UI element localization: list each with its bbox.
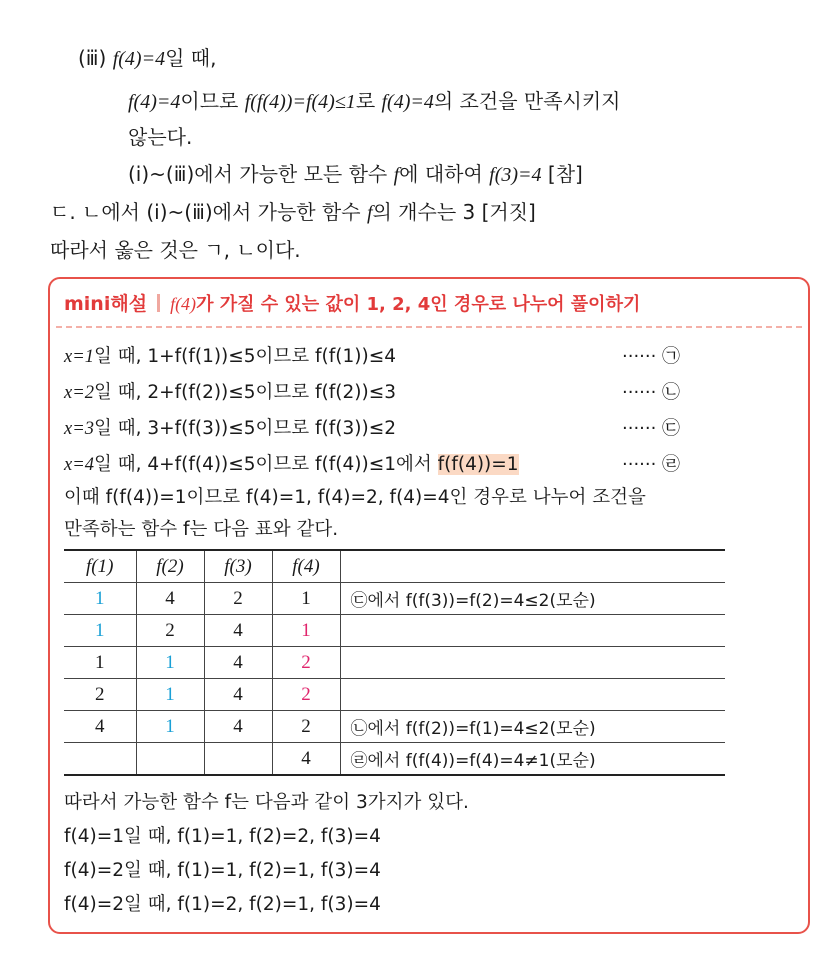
title-f4: f(4)	[170, 294, 197, 314]
cell: 4	[204, 615, 272, 647]
table-row	[64, 583, 725, 615]
case-iii-heading	[78, 44, 216, 73]
cond-x: x=1	[64, 347, 94, 367]
statement-c-result	[50, 198, 536, 227]
condition-row	[64, 451, 519, 479]
cell: 2	[64, 679, 136, 711]
dashed-divider	[56, 326, 802, 328]
eq-f4-b: f(4)=4	[381, 91, 434, 113]
conclusion-line: 따라서 가능한 함수 f는 다음과 같이 3가지가 있다.	[64, 792, 469, 813]
cell: 2	[272, 711, 340, 743]
header-f3: f(3)	[204, 550, 272, 583]
text-so: 로	[355, 89, 382, 113]
mini-header	[64, 291, 640, 318]
var-f: f	[393, 164, 400, 186]
statement-b-result	[128, 160, 583, 189]
cell: 1	[136, 647, 204, 679]
cell: 4	[204, 647, 272, 679]
case-number: (ⅲ)	[78, 46, 107, 70]
cell	[204, 743, 272, 776]
conclusion-line: f(4)=2일 때, f(1)=1, f(2)=1, f(3)=4	[64, 860, 381, 881]
cond-mid: 일 때, 4+f(f(4))≤5	[93, 454, 256, 475]
divider-bar	[157, 294, 160, 312]
cell-note	[340, 679, 725, 711]
cell: 4	[136, 583, 204, 615]
cell: 4	[64, 711, 136, 743]
cond-mark: ······ ㉢	[622, 418, 681, 439]
cond-mark: ······ ㉠	[622, 346, 681, 367]
case-tail: 일 때,	[165, 46, 217, 70]
cond-mark: ······ ㉣	[622, 454, 681, 475]
cell: 4	[272, 743, 340, 776]
header-f4: f(4)	[272, 550, 340, 583]
conclusion-line: f(4)=1일 때, f(1)=1, f(2)=2, f(3)=4	[64, 826, 381, 847]
text-because: 이므로	[180, 89, 245, 113]
case-iii-conclusion: 않는다.	[128, 125, 193, 149]
cell: 1	[136, 679, 204, 711]
cond-tail: 이므로 f(f(4))≤1에서	[255, 454, 438, 475]
cell-note	[340, 615, 725, 647]
cond-x: x=4	[64, 455, 94, 475]
cell: 4	[204, 711, 272, 743]
cell-note: ㉡에서 f(f(2))=f(1)=4≤2(모순)	[340, 711, 725, 743]
cell: 4	[204, 679, 272, 711]
text-count-prefix: ㄷ. ㄴ에서 (ⅰ)~(ⅲ)에서 가능한 함수	[50, 200, 367, 224]
cell: 1	[272, 615, 340, 647]
text-count-false: 의 개수는 3 [거짓]	[372, 200, 536, 224]
case-iii-reasoning	[128, 87, 620, 116]
table-row	[64, 743, 725, 776]
condition-row	[64, 343, 396, 371]
mini-logo: mini해설	[64, 293, 148, 315]
cell	[64, 743, 136, 776]
cell: 1	[272, 583, 340, 615]
cell-note: ㉣에서 f(f(4))=f(4)=4≠1(모순)	[340, 743, 725, 776]
condition-row	[64, 415, 396, 443]
header-f2: f(2)	[136, 550, 204, 583]
conclusion-line: f(4)=2일 때, f(1)=2, f(2)=1, f(3)=4	[64, 894, 381, 915]
case-equation: f(4)=4	[112, 48, 166, 70]
verdict-true: [참]	[541, 162, 583, 186]
cond-x: x=3	[64, 419, 94, 439]
cond-mid: 일 때, 3+f(f(3))≤5	[93, 418, 256, 439]
var-f-2: f	[366, 202, 373, 224]
cell: 2	[136, 615, 204, 647]
function-table	[64, 549, 725, 776]
cell: 1	[64, 583, 136, 615]
text-all-functions: (ⅰ)~(ⅲ)에서 가능한 모든 함수	[128, 162, 394, 186]
table-header-row	[64, 550, 725, 583]
table-row	[64, 679, 725, 711]
condition-row	[64, 379, 396, 407]
cell: 1	[64, 615, 136, 647]
cell-note: ㉢에서 f(f(3))=f(2)=4≤2(모순)	[340, 583, 725, 615]
header-note	[340, 550, 725, 583]
title-text: 가 가질 수 있는 값이 1, 2, 4인 경우로 나누어 풀이하기	[196, 294, 641, 315]
cell	[136, 743, 204, 776]
cond-mid: 일 때, 2+f(f(2))≤5	[93, 382, 256, 403]
final-answer: 따라서 옳은 것은 ㄱ, ㄴ이다.	[50, 238, 301, 262]
cell-note	[340, 647, 725, 679]
text-for: 에 대하여	[399, 162, 490, 186]
cell: 1	[64, 647, 136, 679]
cond-x: x=2	[64, 383, 94, 403]
eq-f4: f(4)=4	[128, 91, 181, 113]
table-row	[64, 615, 725, 647]
header-f1: f(1)	[64, 550, 136, 583]
eq-ff4: f(f(4))=f(4)≤1	[244, 91, 356, 113]
table-row	[64, 647, 725, 679]
highlighted-equation: f(f(4))=1	[437, 454, 519, 475]
cond-tail: 이므로 f(f(2))≤3	[255, 382, 396, 403]
text-condition: 의 조건을 만족시키지	[433, 89, 621, 113]
cond-mark: ······ ㉡	[622, 382, 681, 403]
cell: 2	[272, 647, 340, 679]
cell: 2	[204, 583, 272, 615]
cell: 1	[136, 711, 204, 743]
cell: 2	[272, 679, 340, 711]
mini-title	[170, 294, 640, 315]
explain-line-2: 만족하는 함수 f는 다음 표와 같다.	[64, 519, 339, 540]
cond-mid: 일 때, 1+f(f(1))≤5	[93, 346, 256, 367]
cond-tail: 이므로 f(f(3))≤2	[255, 418, 396, 439]
cond-tail: 이므로 f(f(1))≤4	[255, 346, 396, 367]
table-row	[64, 711, 725, 743]
explain-line-1: 이때 f(f(4))=1이므로 f(4)=1, f(4)=2, f(4)=4인 경우로 나누어 조건을	[64, 487, 646, 508]
eq-f3: f(3)=4	[489, 164, 542, 186]
